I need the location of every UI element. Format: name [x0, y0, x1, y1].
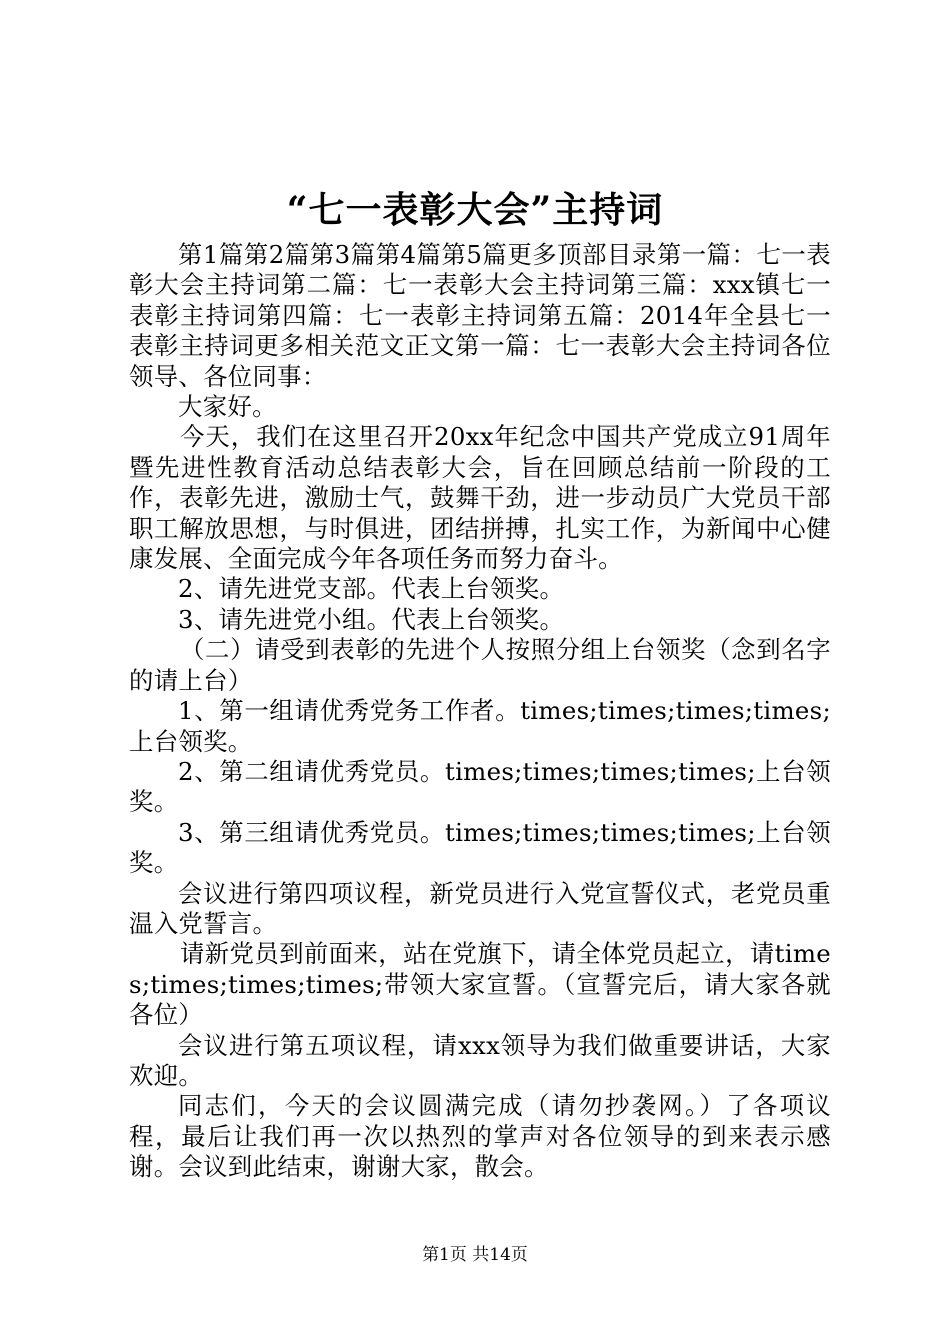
- paragraph-opening: 今天，我们在这里召开20xx年纪念中国共产党成立91周年暨先进性教育活动总结表彰大会，旨在回顾总结前一阶段的工作，表彰先进，激励士气，鼓舞干劲，进一步动员广大党员干部职工解放思想，与时俱进，团结拼搏，扎实工作，为新闻中心健康发展、全面完成今年各项任务而努力奋斗。: [129, 422, 831, 574]
- paragraph-closing: 同志们，今天的会议圆满完成（请勿抄袭网。）了各项议程，最后让我们再一次以热烈的掌声对各位领导的到来表示感谢。会议到此结束，谢谢大家，散会。: [129, 1091, 831, 1182]
- paragraph-group-two: 2、第二组请优秀党员。times;times;times;times;上台领奖。: [129, 756, 831, 817]
- page-footer: 第1页 共14页: [422, 1245, 528, 1265]
- document-title: “七一表彰大会”主持词: [286, 189, 664, 231]
- paragraph-table-of-contents: 第1篇第2篇第3篇第4篇第5篇更多顶部目录第一篇：七一表彰大会主持词第二篇：七一表彰大会主持词第三篇：xxx镇七一表彰主持词第四篇：七一表彰主持词第五篇：2014年全县七一表彰主持词更多相关范文正文第一篇：七一表彰大会主持词各位领导、各位同事：: [129, 240, 831, 391]
- paragraph-agenda-four: 会议进行第四项议程，新党员进行入党宣誓仪式，老党员重温入党誓言。: [129, 878, 831, 938]
- paragraph-individual-awards: （二）请受到表彰的先进个人按照分组上台领奖（念到名字的请上台）: [129, 635, 831, 695]
- paragraph-award-group: 3、请先进党小组。代表上台领奖。: [178, 604, 565, 634]
- paragraph-oath: 请新党员到前面来，站在党旗下，请全体党员起立，请times;times;times;times;带领大家宣誓。（宣誓完后，请大家各就各位）: [129, 939, 831, 1030]
- paragraph-greeting: 大家好。: [178, 392, 277, 422]
- document-body: [129, 240, 831, 1183]
- paragraph-agenda-five: 会议进行第五项议程，请xxx领导为我们做重要讲话，大家欢迎。: [129, 1030, 831, 1090]
- paragraph-group-three: 3、第三组请优秀党员。times;times;times;times;上台领奖。: [129, 817, 831, 878]
- paragraph-group-one: 1、第一组请优秀党务工作者。times;times;times;times;上台领奖。: [129, 696, 831, 756]
- paragraph-award-branch: 2、请先进党支部。代表上台领奖。: [178, 574, 565, 604]
